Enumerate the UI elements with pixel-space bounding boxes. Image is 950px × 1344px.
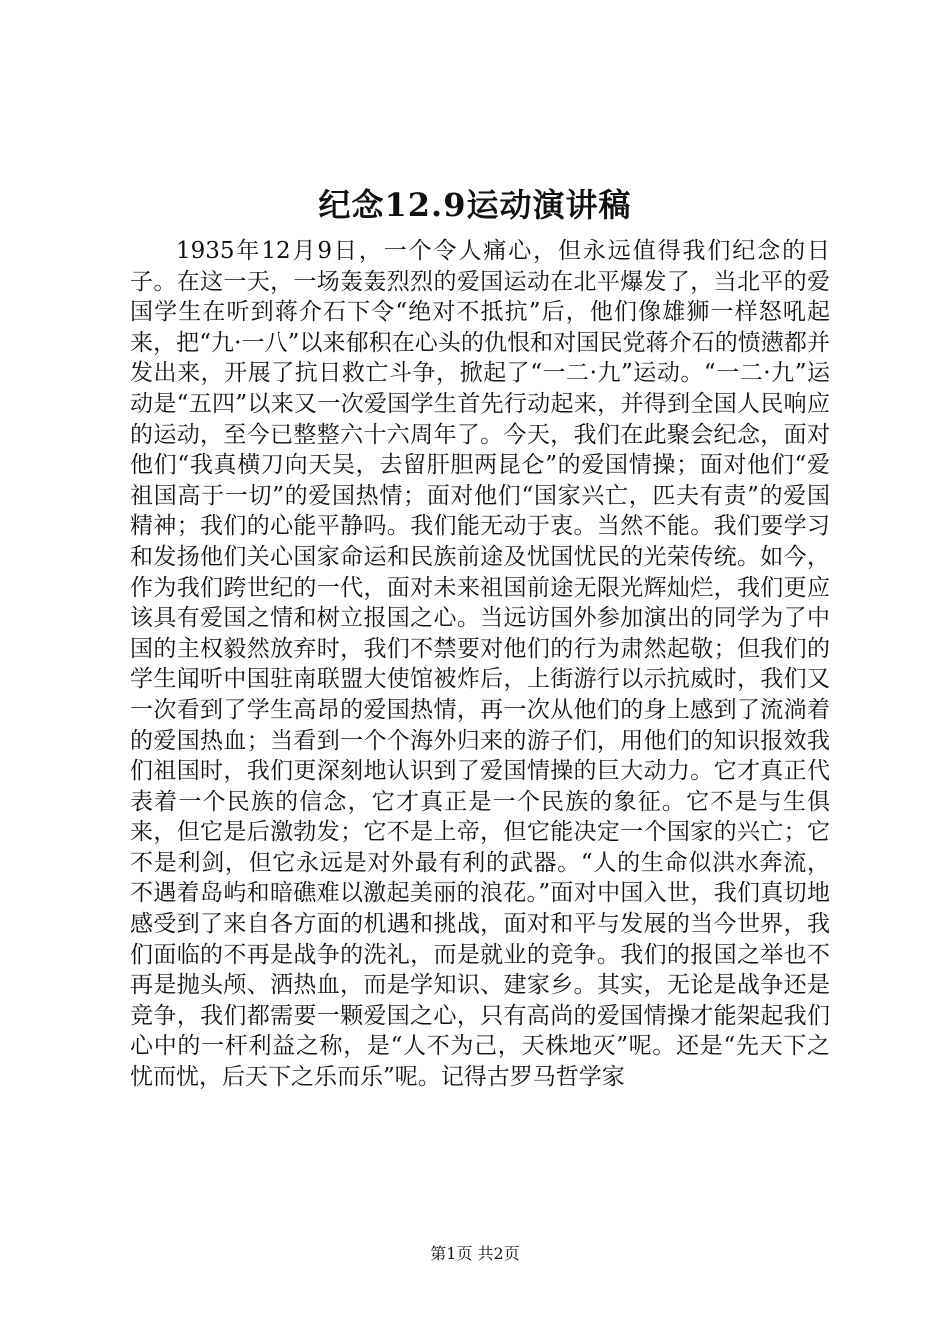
page-number-footer: 第1页 共2页	[430, 1244, 520, 1263]
document-title: 纪念12.9运动演讲稿	[318, 186, 632, 224]
document-body-paragraph: 1935年12月9日，一个令人痛心，但永远值得我们纪念的日子。在这一天，一场轰轰烈烈的爱国运动在北平爆发了，当北平的爱国学生在听到蒋介石下令“绝对不抵抗”后，他们像雄狮一样怒吼起来，把“九·一八”以来郁积在心头的仇恨和对国民党蒋介石的愤懑都并发出来，开展了抗日救亡斗争，掀起了“一二·九”运动。“一二·九”运动是“五四”以来又一次爱国学生首先行动起来，并得到全国人民响应的运动，至今已整整六十六周年了。今天，我们在此聚会纪念，面对他们“我真横刀向天吴，去留肝胆两昆仑”的爱国情操；面对他们“爱祖国高于一切”的爱国热情；面对他们“国家兴亡，匹夫有责”的爱国精神；我们的心能平静吗。我们能无动于衷。当然不能。我们要学习和发扬他们关心国家命运和民族前途及忧国忧民的光荣传统。如今，作为我们跨世纪的一代，面对未来祖国前途无限光辉灿烂，我们更应该具有爱国之情和树立报国之心。当远访国外参加演出的同学为了中国的主权毅然放弃时，我们不禁要对他们的行为肃然起敬；但我们的学生闻听中国驻南联盟大使馆被炸后，上街游行以示抗威时，我们又一次看到了学生高昂的爱国热情，再一次从他们的身上感到了流淌着的爱国热血；当看到一个个海外归来的游子们，用他们的知识报效我们祖国时，我们更深刻地认识到了爱国情操的巨大动力。它才真正代表着一个民族的信念，它才真正是一个民族的象征。它不是与生俱来，但它是后激勃发；它不是上帝，但它能决定一个国家的兴亡；它不是利剑，但它永远是对外最有利的武器。“人的生命似洪水奔流，不遇着岛屿和暗礁难以激起美丽的浪花。”面对中国入世，我们真切地感受到了来自各方面的机遇和挑战，面对和平与发展的当今世界，我们面临的不再是战争的洗礼，而是就业的竞争。我们的报国之举也不再是抛头颅、洒热血，而是学知识、建家乡。其实，无论是战争还是竞争，我们都需要一颗爱国之心，只有高尚的爱国情操才能架起我们心中的一杆利益之称，是“人不为己，天株地灭”呢。还是“先天下之忧而忧，后天下之乐而乐”呢。记得古罗马哲学家	[130, 238, 830, 1091]
